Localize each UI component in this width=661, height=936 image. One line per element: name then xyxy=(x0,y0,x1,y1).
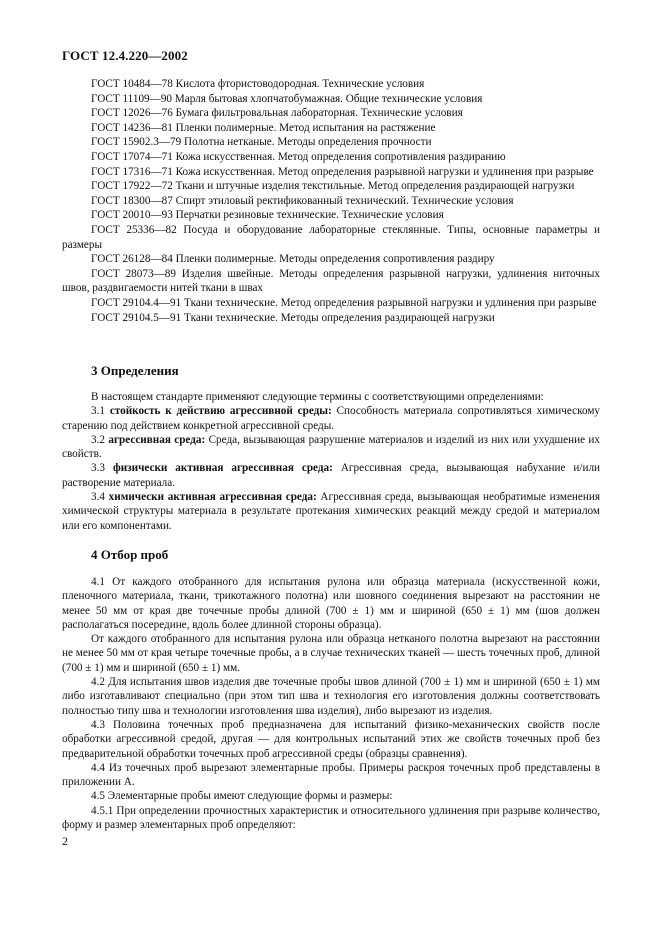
section-4-paragraph: 4.2 Для испытания швов изделия две точечные пробы швов длиной (700 ± 1) мм и шириной (650 ± 1) мм либо изготавливают специально (при этом тип шва и технология его изготовления должны соответствовать полностью типу шва и технологии изготовления шва изделия), либо вырезают из изделия. xyxy=(62,676,600,717)
definition-item xyxy=(62,433,600,462)
definition-item xyxy=(62,490,600,533)
section-4-paragraph: 4.5.1 При определении прочностных характеристик и относительного удлинения при разрыве количество, форму и размер элементарных проб определяют: xyxy=(62,804,600,832)
section-4-paragraph: 4.3 Половина точечных проб предназначена для испытаний физико-механических свойств после обработки агрессивной средой, другая — для контрольных испытаний этих же свойств точечных проб без предварительной обработки точечных проб агрессивной среды (образцы сравнения). xyxy=(62,718,600,760)
reference-item: ГОСТ 11109—90 Марля бытовая хлопчатобумажная. Общие технические условия xyxy=(91,92,483,105)
section-4-paragraph: 4.1 От каждого отобранного для испытания рулона или образца материала (искусственной кожи, пленочного материала, ткани, трикотажного полотна) или шовного соединения вырезают на расстоянии не менее 50 мм от края две точечные пробы длиной (700 ± 1) мм и шириной (650 ± 1) мм (шов должен располагаться посередине, вдоль более длинной стороны образца). xyxy=(62,576,600,631)
definition-text: Агрессивная среда, вызывающая необратимые изменения химической структуры материала в результате протекания химических реакций между средой и материалом или его компонентами. xyxy=(62,491,601,532)
definition-number: 3.1 xyxy=(91,405,105,418)
definition-text: Среда, вызывающая разрушение материалов и изделий из них или ухудшение их свойств. xyxy=(62,433,601,461)
reference-item: ГОСТ 28073—89 Изделия швейные. Методы определения разрывной нагрузки, удлинения ниточных швов, раздвигаемости нитей ткани в швах xyxy=(62,267,600,295)
definition-item xyxy=(62,404,600,433)
reference-item: ГОСТ 18300—87 Спирт этиловый ректификованный технический. Технические условия xyxy=(91,194,514,207)
definition-term: стойкость к действию агрессивной среды: xyxy=(109,405,332,418)
definition-term: физически активная агрессивная среда: xyxy=(112,462,333,475)
definition-term: агрессивная среда: xyxy=(108,433,206,446)
section-4-body xyxy=(62,575,600,832)
normative-references-list xyxy=(62,77,600,325)
definition-number: 3.4 xyxy=(91,491,105,504)
reference-item: ГОСТ 26128—84 Пленки полимерные. Методы определения сопротивления раздиру xyxy=(91,253,495,266)
reference-item: ГОСТ 20010—93 Перчатки резиновые технические. Технические условия xyxy=(91,209,444,222)
definition-text: Агрессивная среда, вызывающая набухание и/или растворение материала. xyxy=(62,462,601,489)
reference-item: ГОСТ 17316—71 Кожа искусственная. Метод определения разрывной нагрузки и удлинения при разрыве xyxy=(91,165,594,178)
reference-item: ГОСТ 14236—81 Пленки полимерные. Метод испытания на растяжение xyxy=(91,121,436,134)
section-4-paragraph: От каждого отобранного для испытания рулона или образца нетканого полотна вырезают на расстоянии не менее 50 мм от края четыре точечные пробы, а в случае технических тканей — шесть точечных проб, длиной (700 ± 1) мм и шириной (650 ± 1) мм. xyxy=(62,633,600,674)
section-3-title: 3 Определения xyxy=(91,363,179,378)
reference-item: ГОСТ 12026—76 Бумага фильтровальная лабораторная. Технические условия xyxy=(91,107,463,120)
section-3-intro: В настоящем стандарте применяют следующие термины с соответствующими определениями: xyxy=(91,391,544,403)
reference-item: ГОСТ 17922—72 Ткани и штучные изделия текстильные. Метод определения раздирающей нагрузки xyxy=(91,180,575,193)
definition-number: 3.2 xyxy=(91,433,105,446)
page-number: 2 xyxy=(62,834,68,848)
section-3-body xyxy=(62,390,600,533)
reference-item: ГОСТ 29104.4—91 Ткани технические. Метод определения разрывной нагрузки и удлинения при разрыве xyxy=(91,296,597,309)
document-code-header: ГОСТ 12.4.220—2002 xyxy=(62,48,188,63)
reference-item: ГОСТ 10484—78 Кислота фтористоводородная. Технические условия xyxy=(91,78,425,90)
definition-text: Способность материала сопротивляться химическому старению под действием конкретной агрессивной среды. xyxy=(62,405,601,432)
reference-item: ГОСТ 15902.3—79 Полотна нетканые. Методы определения прочности xyxy=(91,136,432,149)
section-4-title: 4 Отбор проб xyxy=(91,547,169,562)
definition-term: химически активная агрессивная среда: xyxy=(108,491,317,504)
section-4-paragraph: 4.5 Элементарные пробы имеют следующие формы и размеры: xyxy=(91,790,393,803)
section-4-paragraph: 4.4 Из точечных проб вырезают элементарные пробы. Примеры раскроя точечных проб представлены в приложении А. xyxy=(62,761,600,789)
reference-item: ГОСТ 17074—71 Кожа искусственная. Метод определения сопротивления раздиранию xyxy=(91,150,506,163)
reference-item: ГОСТ 25336—82 Посуда и оборудование лабораторные стеклянные. Типы, основные параметры и размеры xyxy=(62,223,600,251)
definition-item xyxy=(62,461,600,490)
definition-number: 3.3 xyxy=(91,462,105,475)
reference-item: ГОСТ 29104.5—91 Ткани технические. Методы определения раздирающей нагрузки xyxy=(91,311,495,324)
